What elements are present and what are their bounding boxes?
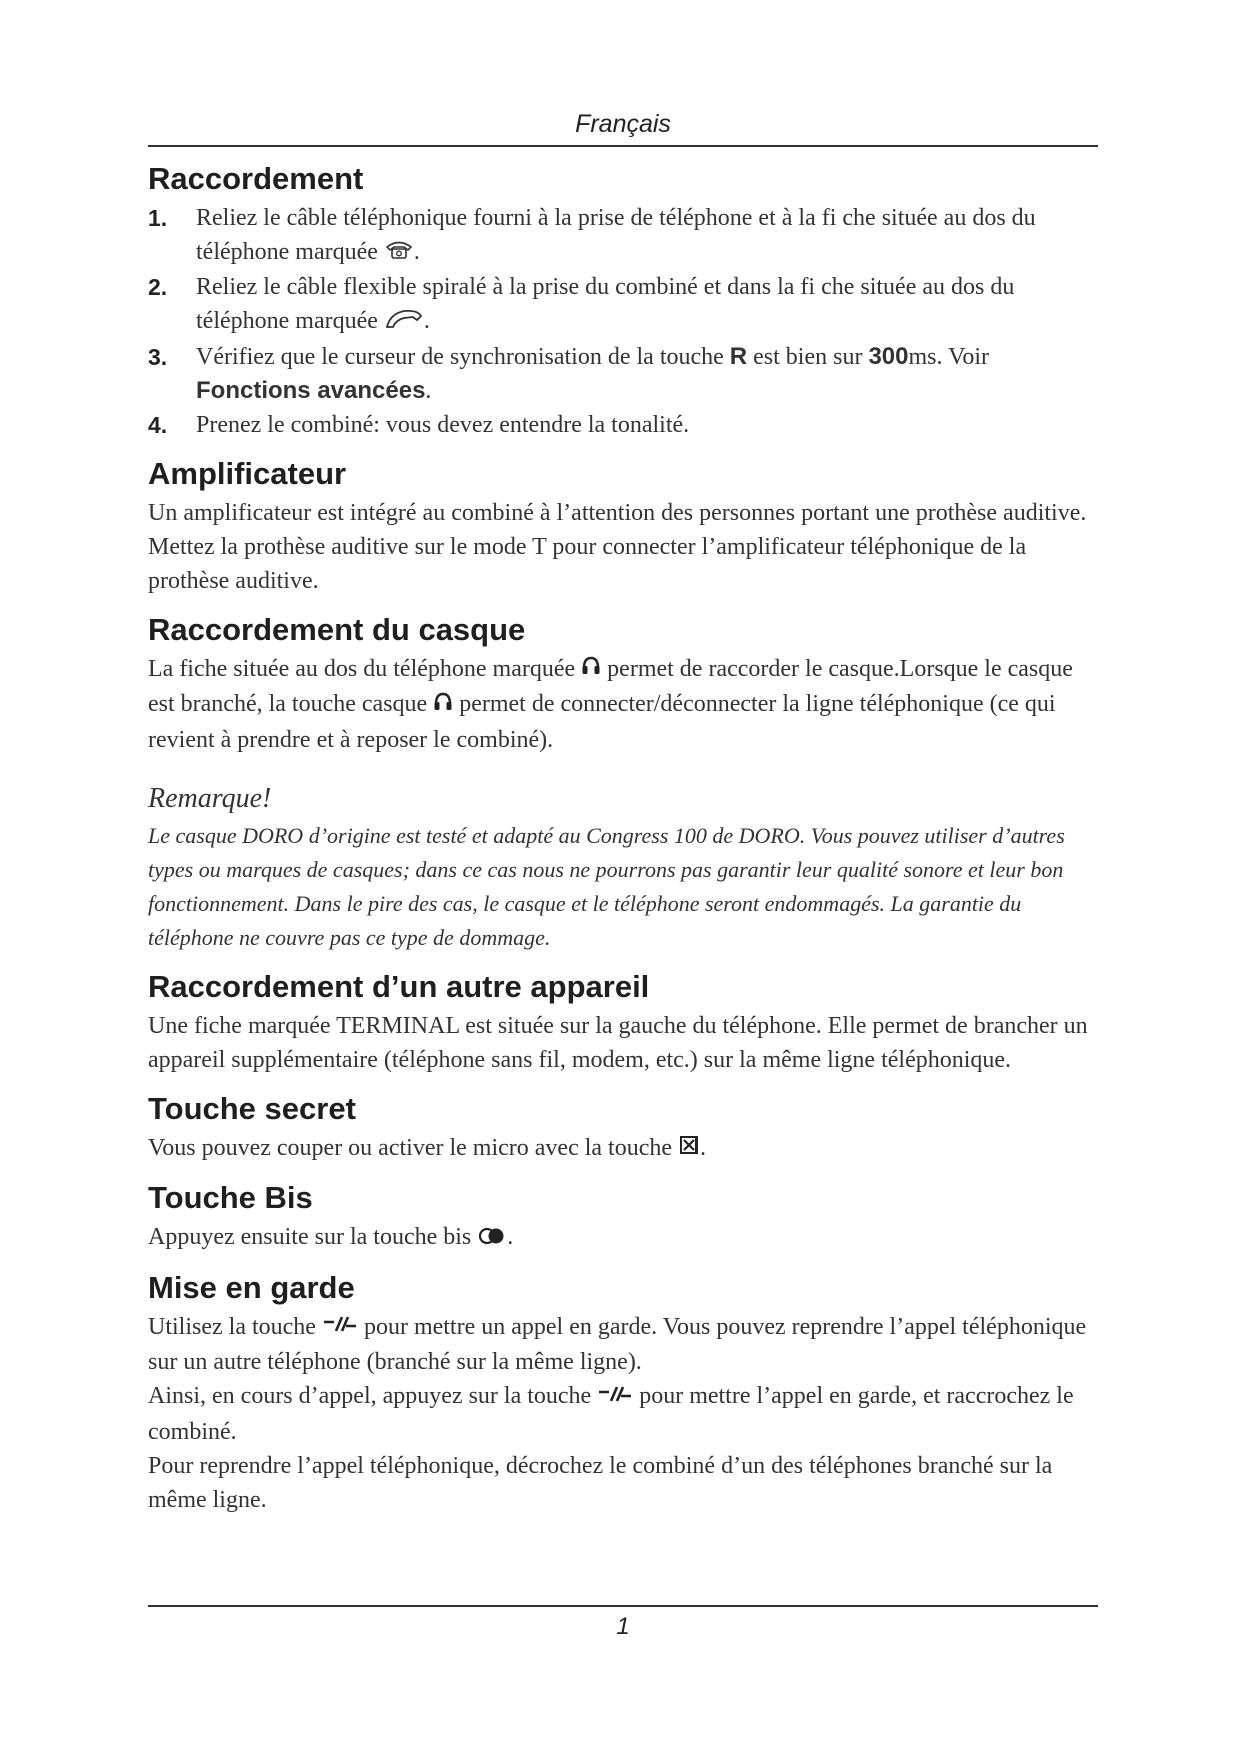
section-title-casque: Raccordement du casque xyxy=(148,611,526,647)
advanced-functions-reference: Fonctions avancées xyxy=(196,376,426,404)
step-item xyxy=(148,340,1098,408)
page-footer xyxy=(148,1605,1098,1641)
garde-p2-b: pour mettre l’appel en garde, et raccrochez le combiné. xyxy=(148,1383,1074,1445)
sync-value: 300 xyxy=(868,342,909,370)
section-title-raccordement: Raccordement xyxy=(148,161,364,196)
handset-icon xyxy=(384,306,424,340)
step-text: Reliez le câble flexible spiralé à la prise du combiné et dans la fi che située au dos du téléphone marquée xyxy=(196,274,1015,335)
casque-text xyxy=(148,652,1098,757)
autre-appareil-text: Une fiche marquée TERMINAL est située sur la gauche du téléphone. Elle permet de brancher un appareil supplémentaire (téléphone sans fil, modem, etc.) sur la même ligne téléphonique. xyxy=(148,1012,1088,1073)
page-number: 1 xyxy=(616,1613,630,1640)
headset-icon xyxy=(433,689,453,723)
steps-list xyxy=(148,201,1098,442)
redial-icon xyxy=(477,1222,507,1256)
step-text: ms. Voir xyxy=(908,343,989,370)
section-title-secret: Touche secret xyxy=(148,1090,356,1126)
remark-text: Le casque DORO d’origine est testé et adapté au Congress 100 de DORO. Vous pouvez utiliser d’autres types ou marques de casques; dans ce cas nous ne pourrons pas garantir leur qualité sonore et leur bon fonctionnement. Dans le pire des cas, le casque et le téléphone seront endommagés. La garantie du téléphone ne couvre pas ce type de dommage. xyxy=(148,822,1065,950)
step-text-end: . xyxy=(425,377,432,404)
page xyxy=(148,100,1098,1517)
phone-line-icon xyxy=(384,236,414,270)
garde-p2-a: Ainsi, en cours d’appel, appuyez sur la touche xyxy=(148,1383,598,1410)
garde-text-p2 xyxy=(148,1379,1098,1448)
step-text: Reliez le câble téléphonique fourni à la prise de téléphone et à la fi che située au dos du téléphone marquée xyxy=(196,205,1036,265)
step-text: est bien sur xyxy=(747,343,869,370)
section-title-bis: Touche Bis xyxy=(148,1180,313,1216)
section-title-autre-appareil: Raccordement d’un autre appareil xyxy=(148,968,650,1004)
step-number: 2. xyxy=(148,274,168,301)
garde-text-p1 xyxy=(148,1310,1098,1379)
footer-rule xyxy=(148,1605,1098,1607)
garde-text-p3: Pour reprendre l’appel téléphonique, décrochez le combiné d’un des téléphones branché sur la même ligne. xyxy=(148,1452,1053,1513)
step-text: Prenez le combiné: vous devez entendre la tonalité. xyxy=(196,411,690,438)
step-text-end: . xyxy=(413,239,420,265)
bis-text xyxy=(148,1220,1098,1255)
step-number: 1. xyxy=(148,205,168,231)
remark-title: Remarque! xyxy=(148,782,272,814)
step-item xyxy=(148,408,1098,442)
step-item xyxy=(148,201,1098,270)
bis-text-a: Appuyez ensuite sur la touche bis xyxy=(148,1224,478,1251)
secret-text-b: . xyxy=(700,1134,707,1161)
section-title-garde: Mise en garde xyxy=(148,1269,355,1305)
casque-text-c: permet de connecter/déconnecter la ligne téléphonique (ce qui revient à prendre et à reposer le combiné). xyxy=(148,691,1056,753)
step-text: Vérifiez que le curseur de synchronisation de la touche xyxy=(196,343,730,370)
step-text-end: . xyxy=(423,308,430,335)
hold-icon xyxy=(597,1381,633,1415)
amplificateur-text: Un amplificateur est intégré au combiné à l’attention des personnes portant une prothèse auditive. Mettez la prothèse auditive sur le mode T pour connecter l’amplificateur téléphonique de la prothèse auditive. xyxy=(148,499,1087,594)
garde-p1-a: Utilisez la touche xyxy=(148,1313,322,1340)
step-number: 4. xyxy=(148,411,168,438)
step-item xyxy=(148,270,1098,339)
mute-icon xyxy=(678,1132,700,1166)
secret-text xyxy=(148,1131,1098,1166)
casque-text-b: permet de raccorder le casque.Lorsque le casque est branché, la touche casque xyxy=(148,655,1073,718)
garde-p1-b: pour mettre un appel en garde. Vous pouvez reprendre l’appel téléphonique sur un autre téléphone (branché sur la même ligne). xyxy=(148,1313,1087,1376)
headset-icon xyxy=(581,653,601,687)
casque-text-a: La fiche située au dos du téléphone marquée xyxy=(148,655,582,682)
header-rule xyxy=(148,145,1098,147)
step-number: 3. xyxy=(148,343,168,370)
page-header-language: Français xyxy=(575,110,671,138)
section-title-amplificateur: Amplificateur xyxy=(148,455,347,491)
bis-text-b: . xyxy=(507,1224,514,1251)
secret-text-a: Vous pouvez couper ou activer le micro avec la touche xyxy=(148,1134,679,1161)
hold-icon xyxy=(322,1311,358,1345)
key-r: R xyxy=(729,342,748,370)
